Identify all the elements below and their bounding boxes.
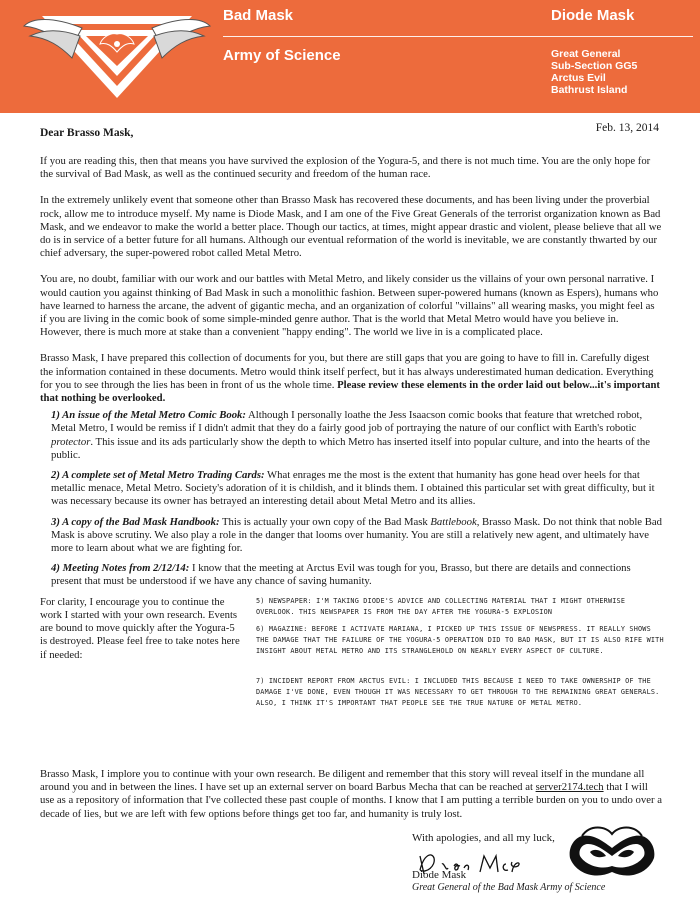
letter-body — [40, 155, 662, 781]
author-location: Bathrust Island — [551, 84, 628, 96]
handwritten-note-6: 6) MAGAZINE: BEFORE I ACTIVATE MARIANA, I PICKED UP THIS ISSUE OF NEWSPRESS. IT REALLY SHOWS THE DAMAGE THAT THE FAILURE OF THE YOGURA-5 OPERATION DID TO BAD MASK, BUT IT IS ALSO RIFE WITH INSIGHT ABOUT METAL METRO AND ITS STRANGLEHOLD ON NEARLY EVERY ASPECT OF CULTURE. — [256, 624, 664, 655]
org-name: Bad Mask — [223, 7, 294, 24]
bad-mask-mask-icon — [566, 822, 658, 884]
author-name: Diode Mask — [551, 7, 635, 24]
author-rank: Great General — [551, 48, 621, 60]
paragraph-3: You are, no doubt, familiar with our work and our battles with Metal Metro, and likely consider us the villains of your own personal narrative. I would caution you against thinking of Bad Mask in such a monolithic fashion. Between super-powered humans (known as Espers), humans who have learned to harness the arcane, the advent of gigantic mecha, and an organization of colorful "villains" all wearing masks, you might feel as if you are living in the comic book of some simple-minded genre author. That is the world that Metal Metro would have you believe in. However, there is much more at stake than a convenient "happy ending". The world we live in is a complicated place. — [40, 273, 659, 339]
salutation: Dear Brasso Mask, — [40, 127, 134, 139]
list-item-emphasis: Battlebook — [430, 515, 477, 528]
closing-paragraph — [40, 768, 662, 821]
notes-intro: For clarity, I encourage you to continue the work I started with your own research. Events are bound to move quickly after the Yogura-5 is destroyed. Please feel free to take notes here if needed: — [40, 595, 240, 661]
author-base: Arctus Evil — [551, 72, 606, 84]
header-divider — [223, 36, 693, 37]
handwritten-note-5: 5) NEWSPAPER: I'M TAKING DIODE'S ADVICE AND COLLECTING MATERIAL THAT I MIGHT OTHERWISE OVERLOOK. THIS NEWSPAPER IS FROM THE DAY AFTER THE YOGURA-5 EXPLOSION — [256, 596, 626, 616]
paragraph-4-text: Brasso Mask, I have prepared this collection of documents for you, but there are still gaps that you are going to have to fill in. Carefully digest the information contained in these documents. Metro would think itself perfect, but it has always underestimated human dedication. Everything for you to see through the lies has been in front of us the whole time. — [40, 352, 654, 391]
author-details — [551, 48, 637, 96]
bad-mask-winged-emblem-icon — [22, 6, 212, 106]
list-item — [51, 562, 662, 588]
server-link[interactable]: server2174.tech — [535, 781, 604, 794]
list-item-text: I know that the meeting at Arctus Evil was tough for you, Brasso, but there are details and connections present that must be understood if we have any chance of saving humanity. — [51, 562, 631, 588]
list-item-text: This is actually your own copy of the Bad Mask — [222, 515, 428, 528]
list-item-title: 3) A copy of the Bad Mask Handbook: — [51, 515, 220, 528]
signature-title: Great General of the Bad Mask Army of Science — [412, 882, 606, 893]
org-subtitle: Army of Science — [223, 47, 341, 64]
list-item-text-end: , Brasso Mask. Do not think that noble Bad Mask is above scrutiny. We also play a role in the danger that looms over humanity. You are still a relatively new agent, and ultimately have more to learn about what we are fighting for. — [51, 515, 662, 555]
closing-text: Brasso Mask, I implore you to continue with your own research. Be diligent and remember that this story will reveal itself in the mundane all around you and in between the lines. I have set up an external server on board Barbus Mecha that can be reached at — [40, 768, 645, 794]
paragraph-2: In the extremely unlikely event that someone other than Brasso Mask has recovered these documents, and has been living under the proverbial rock, allow me to introduce myself. My name is Diode Mask, and I am one of the Five Great Generals of the terrorist organization known as Bad Mask, and we endeavor to make the world a better place. Though our tactics, at times, might appear drastic and violent, please believe that all we do is in service of a better future for all humans. Although our eventual reformation of the world is inevitable, we are constantly thwarted by our chief adversary, the super-powered robot called Metal Metro. — [40, 194, 662, 260]
handwritten-note-7: 7) INCIDENT REPORT FROM ARCTUS EVIL: I INCLUDED THIS BECAUSE I NEED TO TAKE OWNERSHIP OF THE DAMAGE I'VE DONE, EVEN THOUGH IT WAS NECESSARY TO GET THROUGH TO THE REMAINING GREAT GENERALS. ALSO, I THINK IT'S IMPORTANT THAT PEOPLE SEE THE TRUE NATURE OF METAL METRO. — [256, 676, 660, 707]
list-item-title: 2) A complete set of Metal Metro Trading Cards: — [51, 469, 265, 482]
sign-off: With apologies, and all my luck, — [412, 832, 555, 844]
letter-date: Feb. 13, 2014 — [595, 122, 659, 134]
paragraph-1: If you are reading this, then that means you have survived the explosion of the Yogura-5, and there is not much time. You are the only hope for the survival of Bad Mask, as well as the continued security and freedom of the human race. — [40, 155, 651, 181]
list-item — [51, 469, 662, 509]
list-item — [51, 409, 662, 462]
list-item-title: 1) An issue of the Metal Metro Comic Book: — [51, 409, 246, 422]
list-item-text: What enrages me the most is the extent that humanity has gone head over heels for that metallic menace, Metal Metro. Society's adoration of it is childish, and it blinds them. I obtained this particular set with great difficulty, but it was necessary because its owner has betrayed an interesting detail about Metal Metro and its allies. — [51, 469, 655, 508]
notes-section — [40, 596, 662, 781]
document-list — [51, 409, 662, 588]
list-item-text: Although I personally loathe the Jess Isaacson comic books that feature that wretched robot, Metal Metro, I would be remiss if I didn't admit that they do a fairly good job of portraying the nature of our conflict with Earth's robotic — [51, 409, 643, 435]
paragraph-4 — [40, 352, 662, 405]
paragraph-4-emphasis: Please review these elements in the order laid out below...it's important that nothing be overlooked. — [40, 378, 660, 405]
signature-name: Diode Mask — [412, 869, 467, 881]
list-item-title: 4) Meeting Notes from 2/12/14: — [51, 562, 190, 575]
list-item-emphasis: protector — [51, 435, 91, 448]
closing-text-end: that I will use as a repository of information that I've collected these past couple of months. I know that I am putting a terrible burden on you to undo over a decade of lies, but we are left with few options before things get too far, and humanity is truly lost. — [40, 781, 662, 820]
author-section: Sub-Section GG5 — [551, 60, 638, 72]
letterhead-banner — [0, 0, 700, 113]
list-item — [51, 516, 662, 556]
list-item-text-end: . This issue and its ads particularly show the depth to which Metro has inserted itself into popular culture, and into the hearts of the public. — [51, 435, 650, 461]
